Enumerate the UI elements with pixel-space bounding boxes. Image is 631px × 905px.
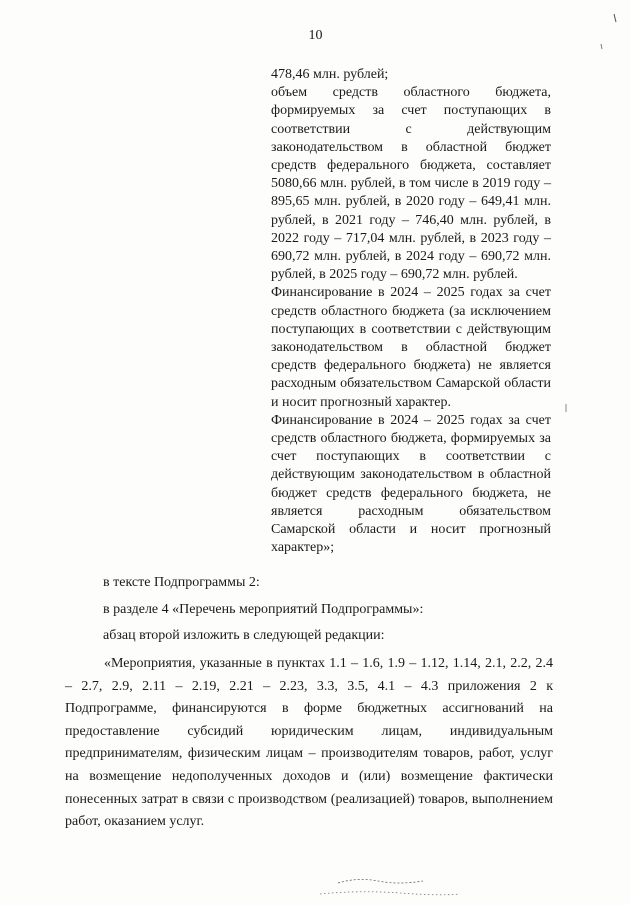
instruction-1-block: [65, 575, 553, 591]
column-paragraph-1: 478,46 млн. рублей;: [271, 67, 389, 82]
signature-mark: [320, 879, 460, 894]
column-paragraph-3: Финансирование в 2024 – 2025 годах за счет средств областного бюджета (за исключением поступающих в соответствии с действующим законодательством в областной бюджет средств федерального бюджета) не является расходным обязательством Самарской области и носит прогнозный характер.: [271, 285, 551, 410]
scan-speck: [614, 14, 616, 22]
column-paragraph-2: объем средств областного бюджета, формируемых за счет поступающих в соответствии с действующим законодательством в областной бюджет средств федерального бюджета, составляет 5080,66 млн. рублей, в том числе в 2019 году – 895,65 млн. рублей, в 2020 году – 649,41 млн. рублей, в 2021 году – 746,40 млн. рублей, в 2022 году – 717,04 млн. рублей, в 2023 году – 690,72 млн. рублей, в 2024 году – 690,72 млн. рублей, в 2025 году – 690,72 млн. рублей.: [271, 85, 551, 283]
instruction-3-block: [65, 628, 553, 644]
main-paragraph-text: «Мероприятия, указанные в пунктах 1.1 – 1.6, 1.9 – 1.12, 1.14, 2.1, 2.2, 2.4 – 2.7, 2.9, 2.11 – 2.19, 2.21 – 2.23, 3.3, 3.5, 4.1 – 4.3 приложения 2 к Подпрограмме, финансируются в форме бюджетных ассигнований на предоставление субсидий юридическим лицам, индивидуальным предпринимателям, физическим лицам – производителям товаров, работ, услуг на возмещение недополученных доходов и (или) возмещение фактически понесенных затрат в связи с производством (реализацией) товаров, выполнением работ, оказанием услуг.: [65, 656, 553, 830]
main-paragraph: [65, 653, 553, 834]
instruction-line-1: в тексте Подпрограммы 2:: [103, 575, 260, 590]
instruction-line-2: в разделе 4 «Перечень мероприятий Подпрограммы»:: [103, 602, 424, 617]
instruction-2-block: [65, 602, 553, 618]
page-number: 10: [308, 28, 323, 43]
instruction-line-3: абзац второй изложить в следующей редакции:: [103, 628, 385, 643]
scan-speck: [601, 44, 602, 49]
column-paragraph-4: Финансирование в 2024 – 2025 годах за счет средств областного бюджета, формируемых за счет поступающих в соответствии с действующим законодательством в областной бюджет средств федерального бюджета, не является расходным обязательством Самарской области и носит прогнозный характер»;: [271, 412, 551, 556]
right-column-text: [271, 66, 551, 557]
